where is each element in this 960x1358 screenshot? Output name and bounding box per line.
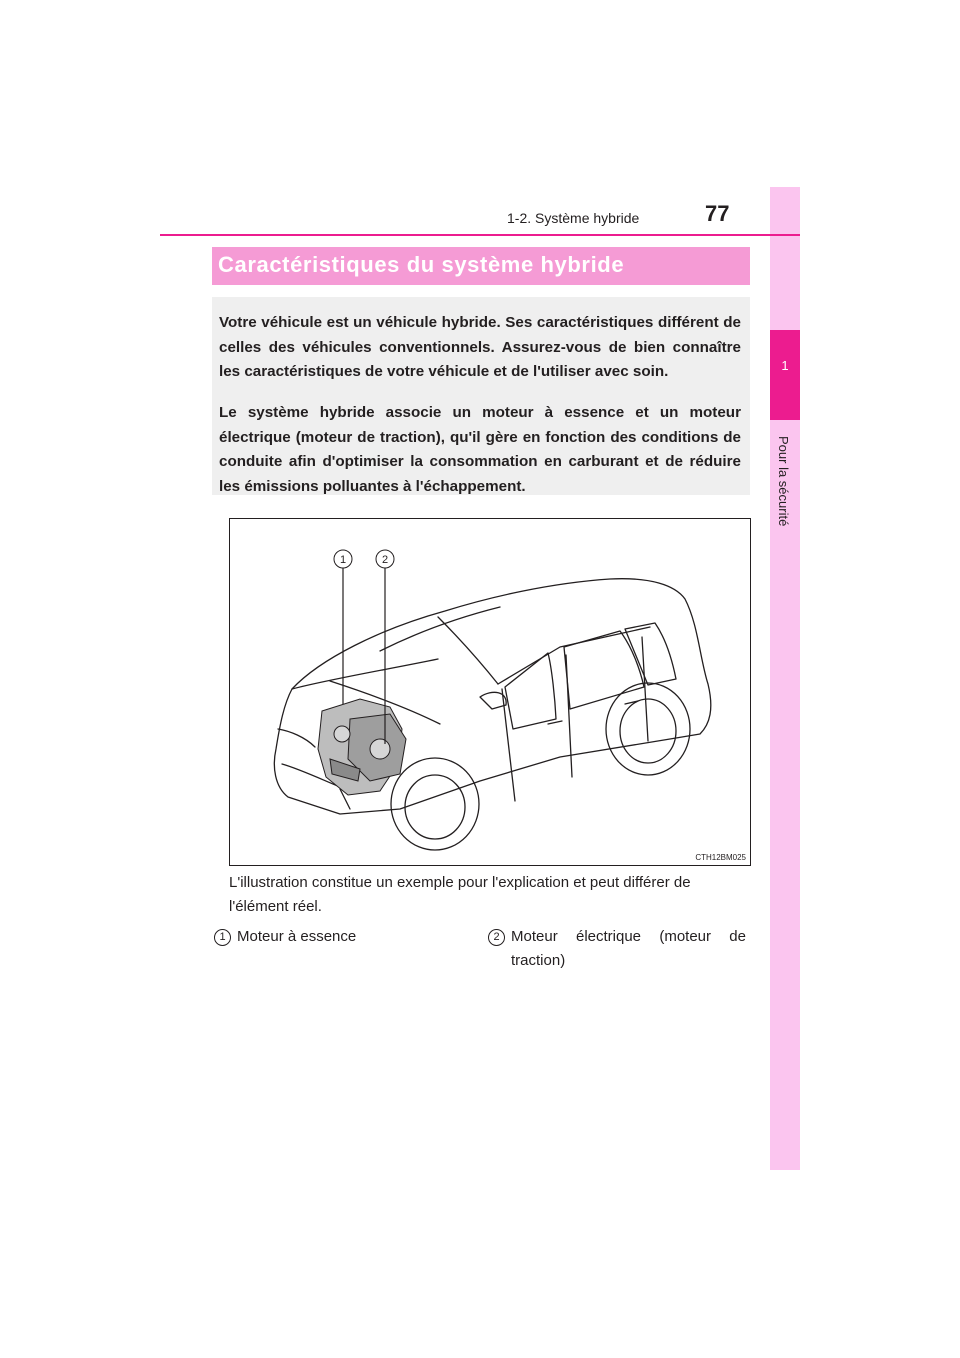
legend-number-1: 1 (214, 929, 231, 946)
section-reference: 1-2. Système hybride (507, 210, 640, 226)
legend-text-1: Moteur à essence (237, 928, 357, 945)
header-divider (160, 234, 800, 236)
car-illustration (229, 518, 751, 866)
intro-paragraph-1: Votre véhicule est un véhicule hybride. Ses caractéristiques différent de celles des véhicules conventionnels. Assurez-vous de bien connaître les caractéristiques de votre véhicule et de l'utiliser avec soin. (219, 314, 741, 380)
section-title: Caractéristiques du système hybride (218, 252, 625, 277)
legend-text-2: Moteur électrique (moteur de traction) (511, 928, 746, 969)
page-number: 77 (705, 201, 730, 226)
callout-2-label: 2 (381, 554, 389, 566)
figure-caption: L'illustration constitue un exemple pour l'explication et peut différer de l'élément réel. (229, 874, 691, 915)
callout-1-label: 1 (339, 554, 347, 566)
chapter-tab (770, 330, 800, 420)
chapter-label: Pour la sécurité (776, 436, 791, 527)
intro-paragraph-2: Le système hybride associe un moteur à essence et un moteur électrique (moteur de traction), qu'il gère en fonction des conditions de conduite afin d'optimiser la consommation en carburant et de réduire les émissions polluantes à l'échappement. (219, 404, 741, 495)
chapter-number: 1 (781, 358, 789, 373)
figure-code: CTH12BM025 (695, 853, 746, 862)
legend-item-gas-engine (214, 925, 444, 949)
legend-number-2: 2 (488, 929, 505, 946)
hybrid-car-drawing (230, 519, 750, 865)
legend-item-electric-motor (488, 925, 746, 969)
